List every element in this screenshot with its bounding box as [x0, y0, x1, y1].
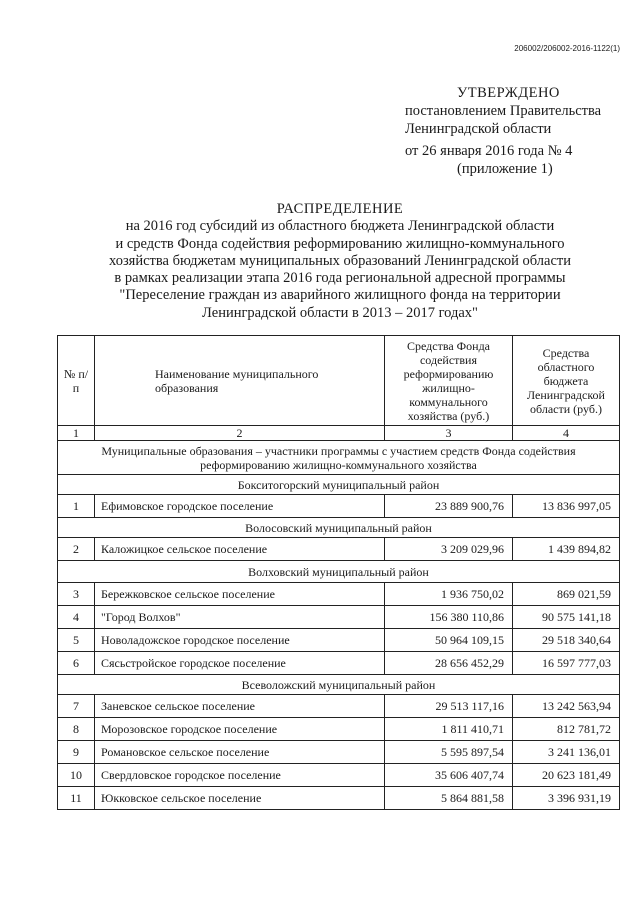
row-regional-amount: 13 242 563,94 — [513, 695, 620, 718]
approval-appendix: (приложение 1) — [457, 161, 553, 177]
distribution-table — [57, 335, 620, 810]
district-row — [58, 561, 620, 583]
row-regional-amount: 812 781,72 — [513, 718, 620, 741]
table-row — [58, 718, 620, 741]
heading-line: и средств Фонда содействия реформированию жилищно-коммунального — [115, 235, 565, 252]
table-row — [58, 741, 620, 764]
row-municipality: Каложицкое сельское поселение — [95, 538, 385, 561]
approval-line-2: Ленинградской области — [405, 121, 552, 137]
row-municipality: Морозовское городское поселение — [95, 718, 385, 741]
table-intro-row — [58, 441, 620, 475]
heading-title: РАСПРЕДЕЛЕНИЕ — [276, 201, 404, 217]
row-number: 5 — [58, 629, 95, 652]
row-municipality: Ефимовское городское поселение — [95, 495, 385, 518]
header-num: № п/п — [58, 336, 95, 426]
district-row — [58, 475, 620, 495]
row-number: 10 — [58, 764, 95, 787]
row-number: 2 — [58, 538, 95, 561]
heading-line: на 2016 год субсидий из областного бюджета Ленинградской области — [125, 218, 555, 235]
row-municipality: Заневское сельское поселение — [95, 695, 385, 718]
row-fund-amount: 3 209 029,96 — [385, 538, 513, 561]
district-name: Бокситогорский муниципальный район — [58, 475, 620, 495]
table-row — [58, 787, 620, 810]
heading-line: "Переселение граждан из аварийного жилищного фонда на территории — [119, 287, 561, 304]
index-cell: 1 — [58, 426, 95, 441]
district-row — [58, 675, 620, 695]
row-municipality: Сясьстройское городское поселение — [95, 652, 385, 675]
table-row — [58, 583, 620, 606]
table-row — [58, 652, 620, 675]
row-regional-amount: 16 597 777,03 — [513, 652, 620, 675]
row-number: 8 — [58, 718, 95, 741]
table-row — [58, 629, 620, 652]
row-number: 11 — [58, 787, 95, 810]
row-fund-amount: 28 656 452,29 — [385, 652, 513, 675]
row-municipality: "Город Волхов" — [95, 606, 385, 629]
heading-line: в рамках реализации этапа 2016 года региональной адресной программы — [114, 270, 566, 287]
row-municipality: Романовское сельское поселение — [95, 741, 385, 764]
row-number: 7 — [58, 695, 95, 718]
row-municipality: Бережковское сельское поселение — [95, 583, 385, 606]
row-fund-amount: 5 864 881,58 — [385, 787, 513, 810]
row-fund-amount: 29 513 117,16 — [385, 695, 513, 718]
row-regional-amount: 13 836 997,05 — [513, 495, 620, 518]
index-cell: 2 — [95, 426, 385, 441]
row-fund-amount: 35 606 407,74 — [385, 764, 513, 787]
row-regional-amount: 869 021,59 — [513, 583, 620, 606]
table-row — [58, 538, 620, 561]
row-fund-amount: 5 595 897,54 — [385, 741, 513, 764]
row-fund-amount: 1 811 410,71 — [385, 718, 513, 741]
table-row — [58, 495, 620, 518]
heading-line: хозяйства бюджетам муниципальных образований Ленинградской области — [109, 252, 571, 269]
row-regional-amount: 3 396 931,19 — [513, 787, 620, 810]
row-regional-amount: 29 518 340,64 — [513, 629, 620, 652]
table-row — [58, 695, 620, 718]
row-fund-amount: 156 380 110,86 — [385, 606, 513, 629]
table-row — [58, 764, 620, 787]
document-heading — [70, 201, 610, 322]
row-number: 4 — [58, 606, 95, 629]
district-row — [58, 518, 620, 538]
row-municipality: Новоладожское городское поселение — [95, 629, 385, 652]
row-fund-amount: 23 889 900,76 — [385, 495, 513, 518]
approval-line-1: постановлением Правительства — [405, 103, 602, 119]
table-header-row — [58, 336, 620, 426]
index-cell: 4 — [513, 426, 620, 441]
district-name: Волосовский муниципальный район — [58, 518, 620, 538]
intro-text: Муниципальные образования – участники программы с участием средств Фонда содействия реформированию жилищно-коммунального хозяйства — [58, 441, 620, 475]
document-id: 206002/206002-2016-1122(1) — [514, 44, 620, 53]
index-cell: 3 — [385, 426, 513, 441]
approval-block — [405, 84, 625, 178]
row-regional-amount: 1 439 894,82 — [513, 538, 620, 561]
header-regional: Средства областного бюджета Ленинградской области (руб.) — [513, 336, 620, 426]
row-regional-amount: 3 241 136,01 — [513, 741, 620, 764]
approval-title: УТВЕРЖДЕНО — [457, 85, 560, 101]
row-regional-amount: 90 575 141,18 — [513, 606, 620, 629]
row-regional-amount: 20 623 181,49 — [513, 764, 620, 787]
row-municipality: Юкковское сельское поселение — [95, 787, 385, 810]
row-fund-amount: 1 936 750,02 — [385, 583, 513, 606]
district-name: Всеволожский муниципальный район — [58, 675, 620, 695]
heading-line: Ленинградской области в 2013 – 2017 годах" — [202, 304, 478, 321]
header-name: Наименование муниципального образования — [95, 336, 385, 426]
row-number: 3 — [58, 583, 95, 606]
district-name: Волховский муниципальный район — [58, 561, 620, 583]
table-row — [58, 606, 620, 629]
row-number: 1 — [58, 495, 95, 518]
row-fund-amount: 50 964 109,15 — [385, 629, 513, 652]
row-number: 6 — [58, 652, 95, 675]
row-number: 9 — [58, 741, 95, 764]
header-fund: Средства Фонда содействия реформированию жилищно-коммунального хозяйства (руб.) — [385, 336, 513, 426]
table-index-row — [58, 426, 620, 441]
approval-date: от 26 января 2016 года № 4 — [405, 143, 573, 159]
row-municipality: Свердловское городское поселение — [95, 764, 385, 787]
